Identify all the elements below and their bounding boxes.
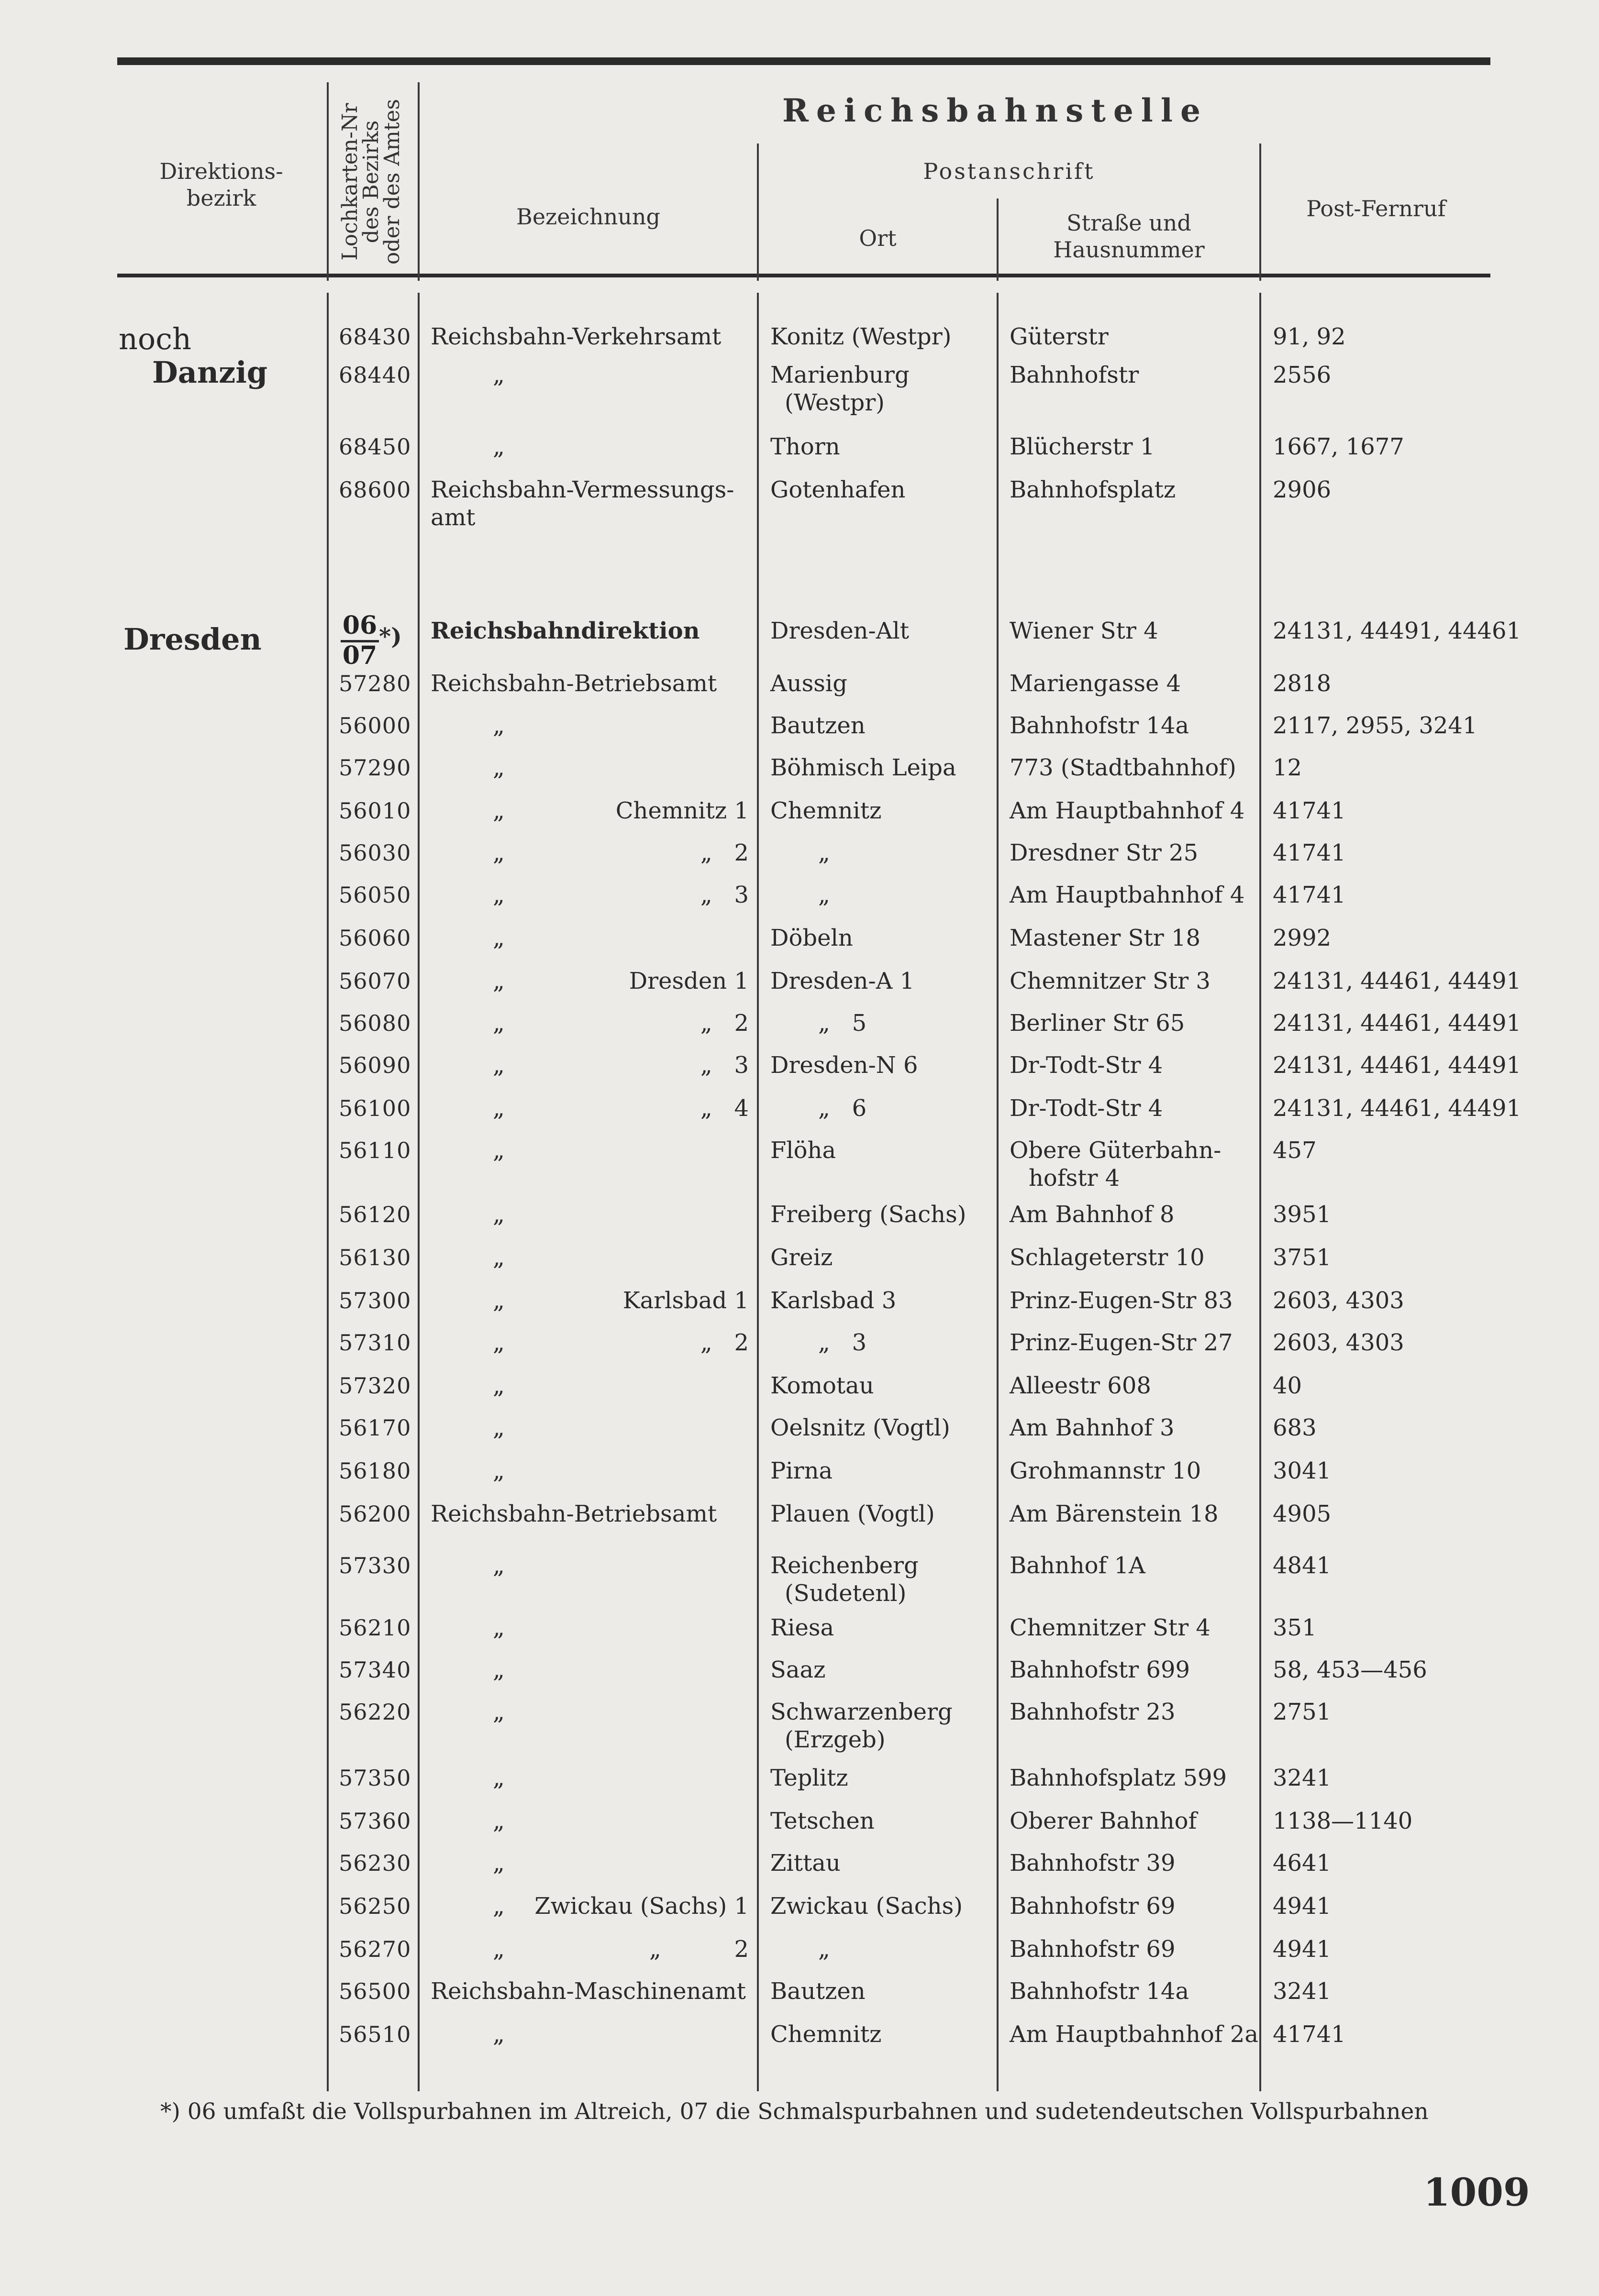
strasse: Obere Güterbahn- <box>1010 1137 1221 1164</box>
fernruf: 2603, 4303 <box>1273 1287 1404 1314</box>
strasse: Am Hauptbahnhof 4 <box>1010 797 1245 824</box>
fernruf: 41741 <box>1273 839 1346 866</box>
lochkarten-nr: 56010 <box>339 798 411 824</box>
fernruf: 3241 <box>1273 1978 1332 2005</box>
ort-cont: (Erzgeb) <box>785 1726 886 1753</box>
lochkarten-nr: 56130 <box>339 1245 411 1270</box>
bezeichnung: „ <box>493 1808 505 1834</box>
bezeichnung: „ <box>493 1010 505 1037</box>
strasse: Bahnhofstr <box>1010 362 1139 388</box>
ort: Bautzen <box>770 712 866 739</box>
strasse: Chemnitzer Str 3 <box>1010 968 1210 994</box>
fernruf: 2818 <box>1273 670 1332 697</box>
fernruf: 1667, 1677 <box>1273 433 1404 460</box>
bezeichnung: „ <box>493 1201 505 1228</box>
ort: „ <box>818 882 830 908</box>
amt-ort-label: Chemnitz 1 <box>615 797 749 824</box>
lochkarten-nr: 56220 <box>339 1699 411 1725</box>
district-dresden: Dresden <box>123 622 262 657</box>
bezeichnung: „ <box>493 797 505 824</box>
amt-ort-label: Zwickau (Sachs) 1 <box>534 1893 749 1920</box>
lochkarten-nr: 57280 <box>339 671 411 696</box>
fernruf: 24131, 44461, 44491 <box>1273 968 1521 994</box>
strasse: Am Bahnhof 3 <box>1010 1414 1175 1441</box>
ort: Flöha <box>770 1137 836 1164</box>
strasse: Bahnhof 1A <box>1010 1552 1145 1579</box>
fernruf: 3041 <box>1273 1457 1332 1484</box>
ort: Gotenhafen <box>770 476 906 503</box>
bezeichnung: „ <box>493 1244 505 1271</box>
fernruf: 24131, 44461, 44491 <box>1273 1052 1521 1079</box>
bezeichnung: „ <box>493 1414 505 1441</box>
ort: Aussig <box>770 670 847 697</box>
lochkarten-nr: 56030 <box>339 840 411 866</box>
fernruf: 4841 <box>1273 1552 1332 1579</box>
strasse: 773 (Stadtbahnhof) <box>1010 754 1236 781</box>
ort: Tetschen <box>770 1808 875 1834</box>
bezeichnung: „ <box>493 1765 505 1791</box>
bezeichnung: „ <box>493 1552 505 1579</box>
fernruf: 24131, 44461, 44491 <box>1273 1010 1521 1037</box>
lochkarten-nr: 56230 <box>339 1850 411 1876</box>
bezeichnung-cont: amt <box>431 504 476 531</box>
strasse: Bahnhofsplatz <box>1010 476 1176 503</box>
lochkarten-nr: 57330 <box>339 1553 411 1578</box>
lochkarten-nr: 56110 <box>339 1137 411 1163</box>
bezeichnung: „ <box>493 968 505 994</box>
amt-ort-label: „ 2 <box>700 1329 749 1356</box>
fernruf: 4641 <box>1273 1850 1332 1877</box>
bezeichnung: „ <box>493 433 505 460</box>
fernruf: 41741 <box>1273 797 1346 824</box>
bezeichnung: „ <box>493 1095 505 1122</box>
ort: Döbeln <box>770 925 853 951</box>
fernruf: 2603, 4303 <box>1273 1329 1404 1356</box>
bezeichnung: „ <box>493 1457 505 1484</box>
bezeichnung: „ <box>493 2021 505 2048</box>
strasse: Blücherstr 1 <box>1010 433 1155 460</box>
lochkarten-nr: 56210 <box>339 1615 411 1641</box>
lochkarten-nr: 56090 <box>339 1052 411 1078</box>
strasse: Oberer Bahnhof <box>1010 1808 1197 1834</box>
ort: Chemnitz <box>770 797 882 824</box>
ort: Freiberg (Sachs) <box>770 1201 966 1228</box>
strasse: Bahnhofstr 14a <box>1010 1978 1189 2005</box>
fernruf: 3951 <box>1273 1201 1332 1228</box>
district-noch: noch <box>119 321 191 356</box>
strasse: Bahnhofstr 14a <box>1010 712 1189 739</box>
lochkarten-nr: 56080 <box>339 1010 411 1036</box>
header-direktionsbezirk: Direktions- bezirk <box>159 158 283 211</box>
fernruf: 4941 <box>1273 1893 1332 1920</box>
lochkarten-nr: 56250 <box>339 1893 411 1919</box>
strasse: Bahnhofsplatz 599 <box>1010 1765 1227 1791</box>
strasse: Mastener Str 18 <box>1010 925 1201 951</box>
column-divider <box>997 293 999 2091</box>
strasse: Mariengasse 4 <box>1010 670 1181 697</box>
page-number: 1009 <box>1423 2170 1530 2215</box>
lochkarten-nr: 56070 <box>339 968 411 994</box>
fernruf: 2906 <box>1273 476 1332 503</box>
ort: Dresden-A 1 <box>770 968 915 994</box>
strasse: Am Hauptbahnhof 4 <box>1010 882 1245 908</box>
bezeichnung: „ <box>493 1329 505 1356</box>
strasse: Prinz-Eugen-Str 27 <box>1010 1329 1233 1356</box>
header-postanschrift: Postanschrift <box>923 158 1095 184</box>
ort: Thorn <box>770 433 840 460</box>
lochkarten-nr: 68450 <box>339 434 411 460</box>
lochkarten-nr: 56050 <box>339 882 411 908</box>
fernruf: 457 <box>1273 1137 1317 1164</box>
direktion-code-fraction: $\frac{06}{07}$ <box>341 613 379 668</box>
strasse: Bahnhofstr 39 <box>1010 1850 1176 1877</box>
bezeichnung: „ <box>493 1052 505 1079</box>
strasse: Grohmannstr 10 <box>1010 1457 1201 1484</box>
fernruf: 4941 <box>1273 1936 1332 1963</box>
ort: Reichenberg <box>770 1552 919 1579</box>
ort: „ <box>818 839 830 866</box>
strasse: Bahnhofstr 699 <box>1010 1656 1190 1683</box>
strasse: Dr-Todt-Str 4 <box>1010 1095 1163 1122</box>
lochkarten-nr: 56180 <box>339 1458 411 1484</box>
ort: Marienburg <box>770 362 910 388</box>
amt-ort-label: Karlsbad 1 <box>622 1287 749 1314</box>
bezeichnung: Reichsbahndirektion <box>431 618 700 644</box>
fernruf: 41741 <box>1273 2021 1346 2048</box>
strasse: Bahnhofstr 69 <box>1010 1936 1176 1963</box>
strasse: Dresdner Str 25 <box>1010 839 1199 866</box>
lochkarten-nr: 56510 <box>339 2021 411 2047</box>
lochkarten-nr: 57360 <box>339 1808 411 1834</box>
amt-ort-label: „ 2 <box>700 1010 749 1037</box>
fernruf: 91, 92 <box>1273 323 1346 350</box>
footnote: *) 06 umfaßt die Vollspurbahnen im Altreich, 07 die Schmalspurbahnen und sudetendeutschen Vollspurbahnen <box>160 2098 1429 2125</box>
lochkarten-nr: 56000 <box>339 713 411 739</box>
strasse: Am Bärenstein 18 <box>1010 1501 1219 1527</box>
ort: „ <box>818 1936 830 1963</box>
bezeichnung: Reichsbahn-Vermessungs- <box>431 476 734 503</box>
lochkarten-nr: 56270 <box>339 1936 411 1962</box>
lochkarten-nr: 68600 <box>339 477 411 503</box>
ort: Saaz <box>770 1656 826 1683</box>
strasse-cont: hofstr 4 <box>1029 1165 1120 1192</box>
amt-ort-label: „ 2 <box>649 1936 749 1963</box>
bezeichnung: Reichsbahn-Verkehrsamt <box>431 323 722 350</box>
ort: Zwickau (Sachs) <box>770 1893 963 1920</box>
header-ort: Ort <box>859 225 897 251</box>
header-fernruf: Post-Fernruf <box>1306 196 1446 221</box>
fernruf: 683 <box>1273 1414 1317 1441</box>
header-divider <box>418 82 420 281</box>
lochkarten-nr: 57310 <box>339 1330 411 1356</box>
footnote-marker: *) <box>379 623 402 650</box>
ort: Pirna <box>770 1457 833 1484</box>
lochkarten-nr: 56060 <box>339 925 411 951</box>
fernruf: 40 <box>1273 1372 1302 1399</box>
ort: „ 3 <box>818 1329 867 1356</box>
fernruf: 24131, 44491, 44461 <box>1273 618 1521 644</box>
column-divider <box>1259 293 1261 2091</box>
ort: Konitz (Westpr) <box>770 323 952 350</box>
bezeichnung: „ <box>493 1372 505 1399</box>
strasse: Am Hauptbahnhof 2a <box>1010 2021 1259 2048</box>
ort: Teplitz <box>770 1765 848 1791</box>
bezeichnung: „ <box>493 1656 505 1683</box>
ort: „ 5 <box>818 1010 867 1037</box>
fernruf: 12 <box>1273 754 1302 781</box>
amt-ort-label: „ 3 <box>700 1052 749 1079</box>
amt-ort-label: „ 3 <box>700 882 749 908</box>
ort: Riesa <box>770 1614 834 1641</box>
bezeichnung: „ <box>493 1287 505 1314</box>
bezeichnung: „ <box>493 754 505 781</box>
bezeichnung: „ <box>493 712 505 739</box>
bezeichnung: „ <box>493 1137 505 1164</box>
bezeichnung: „ <box>493 1699 505 1725</box>
strasse: Güterstr <box>1010 323 1109 350</box>
ort: Böhmisch Leipa <box>770 754 956 781</box>
strasse: Alleestr 608 <box>1010 1372 1151 1399</box>
lochkarten-nr: 56120 <box>339 1202 411 1227</box>
ort: Oelsnitz (Vogtl) <box>770 1414 950 1441</box>
bezeichnung: „ <box>493 1893 505 1920</box>
header-lochkarten: Lochkarten-Nr des Bezirks oder des Amtes <box>337 99 404 265</box>
fernruf: 3241 <box>1273 1765 1332 1791</box>
header-strasse: Straße und Hausnummer <box>1053 210 1205 263</box>
fernruf: 3751 <box>1273 1244 1332 1271</box>
strasse: Wiener Str 4 <box>1010 618 1158 644</box>
ort: Karlsbad 3 <box>770 1287 897 1314</box>
ort: Dresden-Alt <box>770 618 910 644</box>
bezeichnung: „ <box>493 362 505 388</box>
column-divider <box>418 293 420 2091</box>
strasse: Schlageterstr 10 <box>1010 1244 1205 1271</box>
ort-cont: (Sudetenl) <box>785 1580 907 1607</box>
fernruf: 1138—1140 <box>1273 1808 1413 1834</box>
fernruf: 2117, 2955, 3241 <box>1273 712 1477 739</box>
bezeichnung: „ <box>493 882 505 908</box>
bezeichnung: Reichsbahn-Betriebsamt <box>431 670 717 697</box>
lochkarten-nr: 56200 <box>339 1501 411 1527</box>
ort: Komotau <box>770 1372 874 1399</box>
fernruf: 2556 <box>1273 362 1332 388</box>
lochkarten-nr: 57350 <box>339 1765 411 1791</box>
lochkarten-nr: 56100 <box>339 1095 411 1121</box>
bezeichnung: Reichsbahn-Betriebsamt <box>431 1501 717 1527</box>
fernruf: 2751 <box>1273 1699 1332 1725</box>
strasse: Am Bahnhof 8 <box>1010 1201 1175 1228</box>
top-rule <box>117 57 1490 65</box>
column-divider <box>327 293 329 2091</box>
ort: Dresden-N 6 <box>770 1052 918 1079</box>
fernruf: 4905 <box>1273 1501 1332 1527</box>
lochkarten-nr: 56500 <box>339 1978 411 2004</box>
lochkarten-nr: 57340 <box>339 1657 411 1683</box>
header-rule <box>117 274 1490 277</box>
lochkarten-nr: 57320 <box>339 1373 411 1399</box>
header-bezeichnung: Bezeichnung <box>516 204 660 230</box>
column-divider <box>757 293 759 2091</box>
bezeichnung: „ <box>493 925 505 951</box>
ort: Chemnitz <box>770 2021 882 2048</box>
header-reichsbahnstelle: Reichsbahnstelle <box>782 92 1208 129</box>
bezeichnung: „ <box>493 1850 505 1877</box>
ort-cont: (Westpr) <box>785 389 885 416</box>
ort: Greiz <box>770 1244 833 1271</box>
fernruf: 351 <box>1273 1614 1317 1641</box>
ort: Plauen (Vogtl) <box>770 1501 935 1527</box>
bezeichnung: „ <box>493 1936 505 1963</box>
strasse: Chemnitzer Str 4 <box>1010 1614 1210 1641</box>
lochkarten-nr: 57290 <box>339 755 411 781</box>
amt-ort-label: „ 4 <box>700 1095 749 1122</box>
strasse: Dr-Todt-Str 4 <box>1010 1052 1163 1079</box>
strasse: Bahnhofstr 69 <box>1010 1893 1176 1920</box>
strasse: Berliner Str 65 <box>1010 1010 1185 1037</box>
lochkarten-nr: 57300 <box>339 1288 411 1314</box>
ort: „ 6 <box>818 1095 867 1122</box>
amt-ort-label: „ 2 <box>700 839 749 866</box>
ort: Zittau <box>770 1850 841 1877</box>
bezeichnung: Reichsbahn-Maschinenamt <box>431 1978 746 2005</box>
district-danzig: Danzig <box>152 355 268 390</box>
fernruf: 58, 453—456 <box>1273 1656 1427 1683</box>
bezeichnung: „ <box>493 839 505 866</box>
fernruf: 24131, 44461, 44491 <box>1273 1095 1521 1122</box>
ort: Schwarzenberg <box>770 1699 953 1725</box>
lochkarten-nr: 68440 <box>339 362 411 388</box>
bezeichnung: „ <box>493 1614 505 1641</box>
strasse: Prinz-Eugen-Str 83 <box>1010 1287 1233 1314</box>
amt-ort-label: Dresden 1 <box>629 968 749 994</box>
lochkarten-nr: 56170 <box>339 1415 411 1441</box>
lochkarten-nr: 68430 <box>339 324 411 350</box>
strasse: Bahnhofstr 23 <box>1010 1699 1176 1725</box>
ort: Bautzen <box>770 1978 866 2005</box>
fernruf: 41741 <box>1273 882 1346 908</box>
fernruf: 2992 <box>1273 925 1332 951</box>
